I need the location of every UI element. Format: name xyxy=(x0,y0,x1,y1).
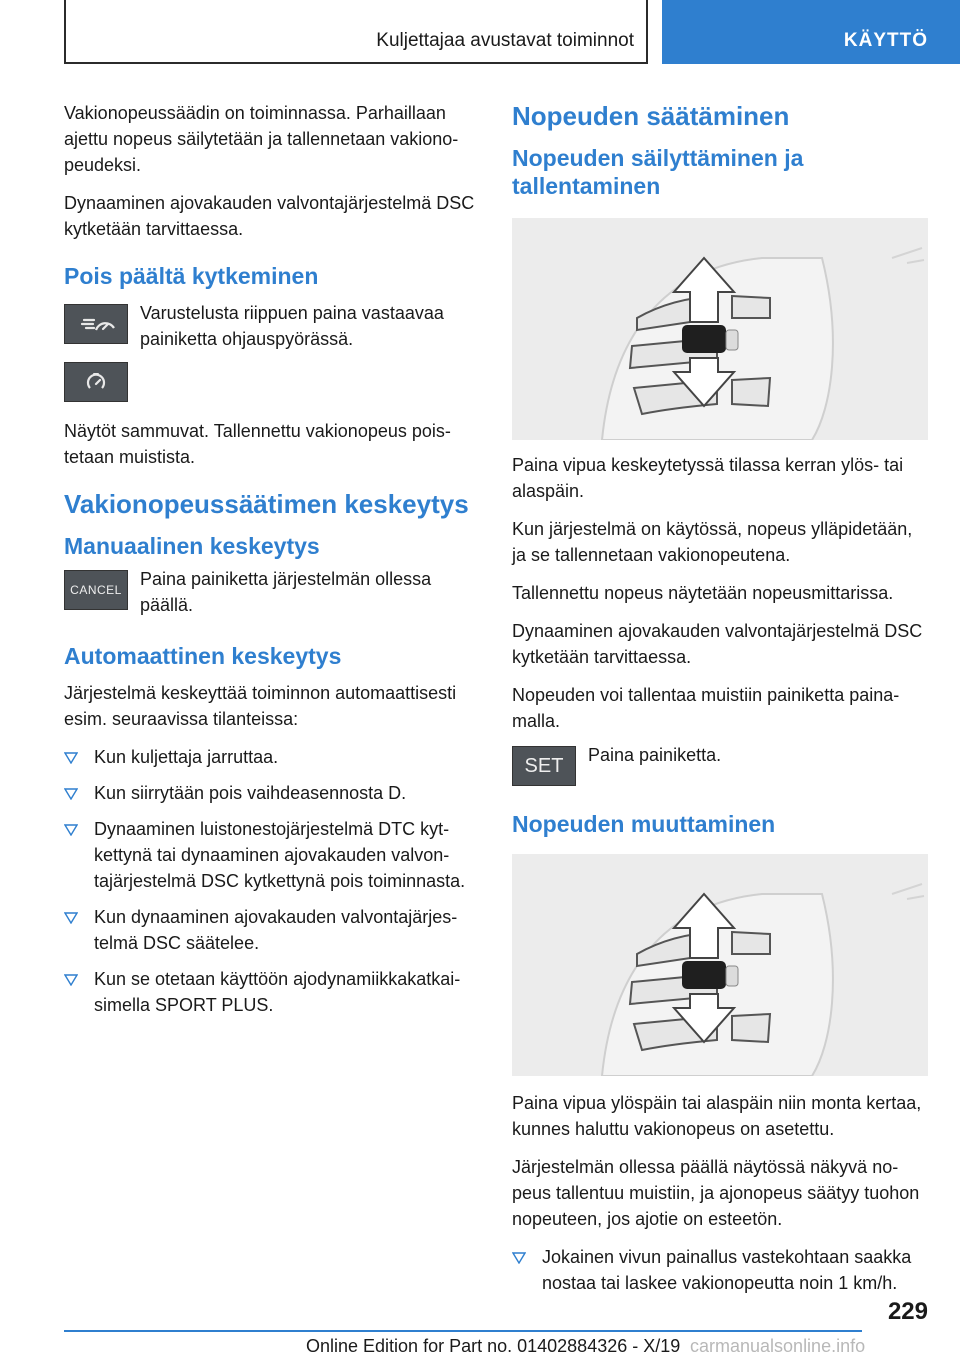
paragraph: Kun järjestelmä on käytössä, nopeus ylläpidetään, ja se tallennetaan vakionopeutena. xyxy=(512,519,913,565)
paragraph: Näytöt sammuvat. Tallennettu vakionopeus poistetaan muistista. xyxy=(64,421,451,467)
heading-manual-interrupt: Manuaalinen keskeytys xyxy=(64,533,320,559)
right-column xyxy=(512,100,928,1306)
auto-interrupt-list xyxy=(64,744,478,1018)
footer-divider xyxy=(64,1330,862,1332)
cancel-row xyxy=(64,570,478,618)
header-section-title: Kuljettajaa avustavat toiminnot xyxy=(376,30,634,51)
triangle-bullet-icon xyxy=(64,912,78,924)
steering-wheel-lever-icon xyxy=(512,218,928,440)
steering-wheel-illustration-2 xyxy=(512,854,928,1076)
triangle-bullet-icon xyxy=(64,824,78,836)
footer-edition: Online Edition for Part no. 01402884326 - X/19 xyxy=(306,1336,681,1356)
speed-change-list xyxy=(512,1244,928,1296)
heading-auto-interrupt: Automaattinen keskeytys xyxy=(64,643,342,669)
steering-wheel-illustration xyxy=(512,218,928,440)
triangle-bullet-icon xyxy=(64,788,78,800)
speed-limiter-button-icon xyxy=(64,362,128,402)
set-text: Paina painiketta. xyxy=(588,745,722,765)
header-chapter-title: KÄYTTÖ xyxy=(843,30,928,51)
paragraph: Järjestelmän ollessa päällä näytössä näkyvä nopeus tallentuu muistiin, ja ajonopeus säätyy tuohon nopeuteen, jos ajotie on esteetön. xyxy=(512,1157,920,1229)
steering-wheel-lever-icon xyxy=(512,854,928,1076)
cancel-button-icon xyxy=(64,570,128,610)
switch-off-row xyxy=(64,304,478,352)
cruise-off-button-icon xyxy=(64,304,128,344)
list-item: Kun kuljettaja jarruttaa. xyxy=(64,744,478,770)
watermark-logo: carmanualsonline.info xyxy=(690,1336,866,1356)
list-item: Kun siirrytään pois vaihdeasennosta D. xyxy=(64,780,478,806)
paragraph: Järjestelmä keskeyttää toiminnon automaattisesti esim. seuraavissa tilanteissa: xyxy=(64,683,457,729)
cancel-button-label: CANCEL xyxy=(70,583,122,597)
heading-interrupt: Vakionopeussäätimen keskeytys xyxy=(64,489,469,519)
list-item: Jokainen vivun painallus vastekohtaan saakka nostaa tai laskee vakionopeutta noin 1 km/h. xyxy=(512,1244,928,1296)
paragraph: Dynaaminen ajovakauden valvontajärjestelmä DSC kytketään tarvittaessa. xyxy=(64,193,475,239)
heading-speed-change: Nopeuden muuttaminen xyxy=(512,811,776,837)
left-column xyxy=(64,100,478,1028)
list-item: Dynaaminen luistonestojärjestelmä DTC kytkettynä tai dynaaminen ajovakauden valvontajärjestelmä DSC kytkettynä pois toiminnasta. xyxy=(64,816,478,894)
set-button-label: SET xyxy=(524,754,564,777)
triangle-bullet-icon xyxy=(64,752,78,764)
triangle-bullet-icon xyxy=(64,974,78,986)
heading-speed-adjust: Nopeuden säätäminen xyxy=(512,101,790,131)
heading-switch-off: Pois päältä kytkeminen xyxy=(64,263,319,289)
paragraph: Paina vipua ylöspäin tai alaspäin niin monta kertaa, kunnes haluttu vakionopeus on asetettu. xyxy=(512,1093,922,1139)
cancel-text: Paina painiketta järjestelmän ollessa päällä. xyxy=(140,569,432,615)
header-chapter-tab xyxy=(662,0,960,64)
set-button-icon xyxy=(512,746,576,786)
list-item: Kun dynaaminen ajovakauden valvontajärjestelmä DSC säätelee. xyxy=(64,904,478,956)
triangle-bullet-icon xyxy=(512,1252,526,1264)
page-number: 229 xyxy=(887,1298,928,1325)
header-section-box xyxy=(64,0,648,64)
paragraph: Dynaaminen ajovakauden valvontajärjestelmä DSC kytketään tarvittaessa. xyxy=(512,621,923,667)
list-item: Kun se otetaan käyttöön ajodynamiikkakatkaisimella SPORT PLUS. xyxy=(64,966,478,1018)
paragraph: Vakionopeussäädin on toiminnassa. Parhaillaan ajettu nopeus säilytetään ja tallennetaan vakionopeudeksi. xyxy=(64,103,459,175)
switch-off-text: Varustelusta riippuen paina vastaavaa painiketta ohjauspyörässä. xyxy=(140,303,444,349)
heading-keep-store: Nopeuden säilyttäminen ja tallentaminen xyxy=(512,145,804,199)
set-row xyxy=(512,746,928,786)
paragraph: Nopeuden voi tallentaa muistiin painiketta painamalla. xyxy=(512,685,900,731)
switch-off-row-2 xyxy=(64,362,478,402)
paragraph: Tallennettu nopeus näytetään nopeusmittarissa. xyxy=(512,583,894,603)
paragraph: Paina vipua keskeytetyssä tilassa kerran ylös- tai alaspäin. xyxy=(512,455,904,501)
